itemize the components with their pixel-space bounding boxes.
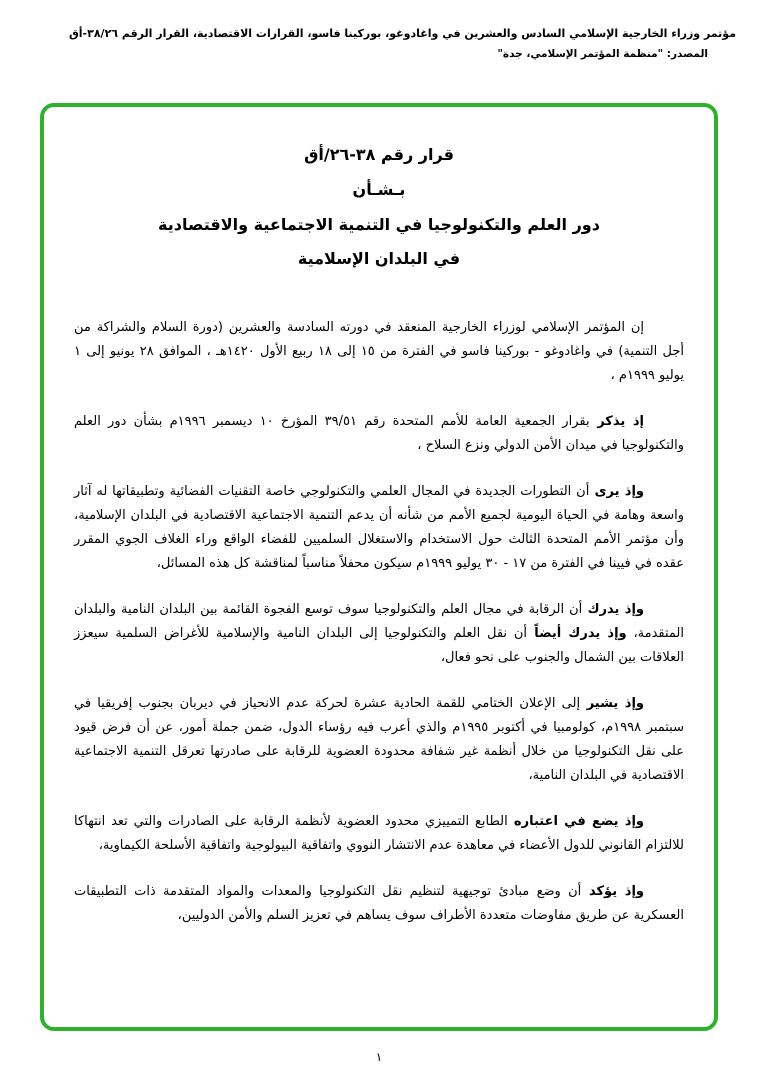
paragraph bbox=[74, 692, 684, 788]
paragraph-body-text: الطابع التمييزي محدود العضوية لأنظمة الرقابة على الصادرات والتي تعد انتهاكا للالتزام القانوني للدول الأعضاء في معاهدة عدم الانتشار النووي واتفاقية البيولوجية واتفاقية الأسلحة الكيماوية، bbox=[74, 814, 684, 854]
paragraph bbox=[74, 598, 684, 670]
paragraph-lead-text: وإذ يؤكد bbox=[581, 884, 644, 900]
paragraph-lead-text: وإذ يدرك أيضاً bbox=[527, 626, 627, 642]
paragraph-body-text: أن التطورات الجديدة في المجال العلمي والتكنولوجي خاصة التقنيات الفضائية وتطبيقاتها له آثار واسعة وهامة في الحياة اليومية لجميع الأمم من شأنه أن يدعم التنمية الاجتماعية الاقتصادية في البلدان الإسلامية، وأن مؤتمر الأمم المتحدة الثالث حول الاستخدام والاستغلال السلميين للفضاء الواقع وراء الغلاف الجوي المقرر عقده في فيينا في الفترة من ١٧ - ٣٠ يوليو ١٩٩٩م سيكون محفلاً مناسباً لمناقشة كل هذه المسائل، bbox=[74, 484, 684, 572]
paragraph-lead-text: إذ يذكر bbox=[589, 414, 644, 430]
paragraph-body-text: أن الرقابة في مجال العلم والتكنولوجيا سوف توسع الفجوة القائمة بين البلدان النامية والبلدان المتقدمة، bbox=[74, 602, 684, 642]
paragraph bbox=[74, 880, 684, 928]
paragraph bbox=[74, 810, 684, 858]
paragraph bbox=[74, 410, 684, 458]
paragraph-lead-text: وإذ يرى bbox=[589, 484, 644, 500]
page-number: ١ bbox=[375, 1050, 383, 1064]
paragraph bbox=[74, 480, 684, 576]
resolution-title-block bbox=[74, 145, 684, 270]
paragraph-body-text: إن المؤتمر الإسلامي لوزراء الخارجية المنعقد في دورته السادسة والعشرين (دورة السلام والشراكة من أجل التنمية) في واغادوغو - بوركينا فاسو في الفترة من ١٥ إلى ١٨ ربيع الأول ١٤٢٠هـ ، الموافق ٢٨ يونيو إلى ١ يوليو ١٩٩٩م ، bbox=[74, 320, 684, 384]
paragraph-body-text: أن نقل العلم والتكنولوجيا إلى البلدان النامية والإسلامية للأغراض السلمية سيعزز العلاقات بين الشمال والجنوب على نحو فعال، bbox=[74, 626, 684, 666]
paragraph-lead-text: وإذ يدرك bbox=[582, 602, 644, 618]
page-header bbox=[0, 0, 758, 60]
paragraphs bbox=[74, 316, 684, 928]
paragraph-body-text: إلى الإعلان الختامي للقمة الحادية عشرة لحركة عدم الانحياز في ديربان بجنوب إفريقيا في سبتمبر ١٩٩٨م، كولومبيا في أكتوبر ١٩٩٥م والذي أعرب فيه رؤساء الدول، ضمن جملة أمور، عن أن فرض قيود على نقل التكنولوجيا من خلال أنظمة غير شفافة محدودة العضوية للرقابة على صادرتها تعرقل التنمية الاجتماعية الاقتصادية في البلدان النامية، bbox=[74, 696, 685, 784]
header-publisher-line: المصدر: "منظمة المؤتمر الإسلامي، جدة" bbox=[497, 47, 708, 60]
resolution-number-title: قرار رقم ٣٨-٢٦/أق bbox=[304, 145, 454, 164]
paragraph bbox=[74, 316, 684, 388]
paragraph-body-text: بقرار الجمعية العامة للأمم المتحدة رقم ٣٩/٥١ المؤرخ ١٠ ديسمبر ١٩٩٦م بشأن دور العلم والتكنولوجيا في ميدان الأمن الدولي ونزع السلاح ، bbox=[74, 414, 684, 454]
paragraph-body-text: أن وضع مبادئ توجيهية لتنظيم نقل التكنولوجيا والمعدات والمواد المتقدمة ذات التطبيقات العسكرية عن طريق مفاوضات متعددة الأطراف سوف يساهم في تعزيز السلم والأمن الدوليين، bbox=[74, 884, 684, 924]
resolution-subject-word: بـشـأن bbox=[352, 179, 406, 199]
paragraph-lead-text: وإذ يشير bbox=[580, 696, 645, 712]
paragraph-lead-text: وإذ يضع في اعتباره bbox=[507, 814, 644, 830]
resolution-subject-scope: في البلدان الإسلامية bbox=[297, 249, 461, 269]
resolution-subject-line: دور العلم والتكنولوجيا في التنمية الاجتماعية والاقتصادية bbox=[158, 214, 600, 234]
header-source-line: مؤتمر وزراء الخارجية الإسلامي السادس والعشرين في واغادوغو، بوركينا فاسو، القرارات الاقتصادية، القرار الرقم ٣٨/٢٦-أق bbox=[68, 27, 736, 40]
green-border-document-frame bbox=[40, 103, 718, 1031]
